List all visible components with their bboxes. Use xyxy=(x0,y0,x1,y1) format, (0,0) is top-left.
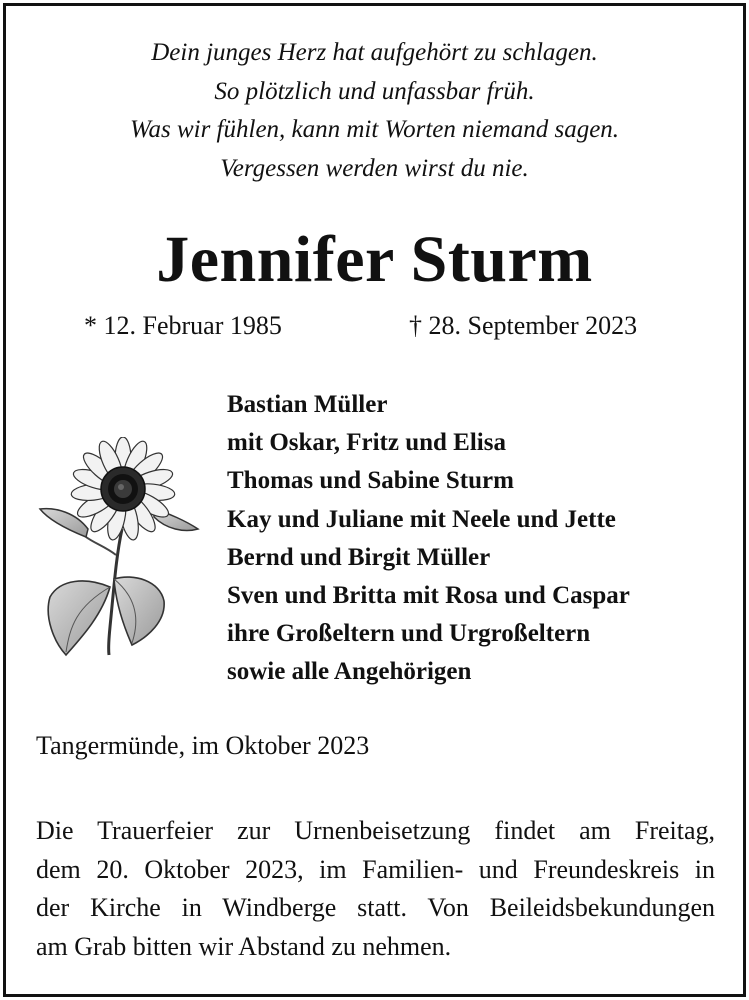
poem-line: Was wir fühlen, kann mit Worten niemand sagen. xyxy=(129,116,620,143)
mourner-line: Kay und Juliane mit Neele und Jette xyxy=(227,505,616,533)
info-line: dem 20. Oktober 2023, im Familien- und Freundeskreis in xyxy=(36,854,715,884)
memorial-poem xyxy=(0,34,749,188)
info-line: Die Trauerfeier zur Urnenbeisetzung findet am Freitag, xyxy=(36,816,715,845)
mourner-line: Bernd und Birgit Müller xyxy=(227,543,491,571)
info-line: am Grab bitten wir Abstand zu nehmen. xyxy=(36,931,452,961)
death-date: † 28. September 2023 xyxy=(409,311,638,340)
poem-line: Vergessen werden wirst du nie. xyxy=(220,154,529,182)
sunflower-icon xyxy=(36,437,206,662)
birth-date: * 12. Februar 1985 xyxy=(84,311,282,340)
mourners-list xyxy=(227,386,630,692)
deceased-name: Jennifer Sturm xyxy=(156,223,593,296)
mourner-line: Bastian Müller xyxy=(227,391,388,418)
mourner-line: sowie alle Angehörigen xyxy=(227,658,472,686)
mourner-line: ihre Großeltern und Urgroßeltern xyxy=(227,620,591,648)
funeral-info xyxy=(36,812,715,966)
mourner-line: Sven und Britta mit Rosa und Caspar xyxy=(227,582,630,610)
place-date: Tangermünde, im Oktober 2023 xyxy=(36,731,370,760)
info-line: der Kirche in Windberge statt. Von Beileidsbekundungen xyxy=(36,893,715,922)
poem-line: So plötzlich und unfassbar früh. xyxy=(214,77,535,105)
mourner-line: mit Oskar, Fritz und Elisa xyxy=(227,429,506,457)
mourner-line: Thomas und Sabine Sturm xyxy=(227,467,514,495)
poem-line: Dein junges Herz hat aufgehört zu schlagen. xyxy=(151,39,598,66)
